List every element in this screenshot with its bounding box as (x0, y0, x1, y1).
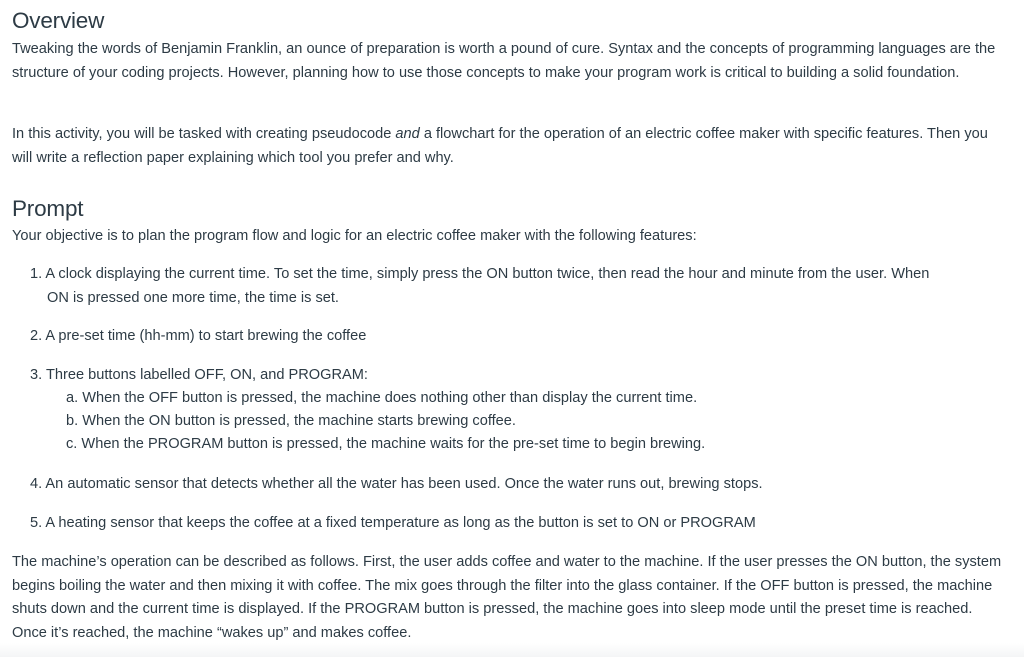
feature-number: 3. (30, 367, 43, 383)
sub-item-letter: a. (66, 390, 79, 406)
sub-item-letter: b. (66, 413, 79, 429)
feature-item-clock (30, 263, 1008, 310)
objective-paragraph: Your objective is to plan the program flow and logic for an electric coffee maker with the following features: (12, 228, 697, 244)
feature-text: A clock displaying the current time. To set the time, simply press the ON button twice, then read the hour and minute from the user. When (45, 266, 930, 282)
overview-heading: Overview (12, 8, 105, 33)
feature-number: 2. (30, 328, 43, 344)
feature-text: A pre-set time (hh-mm) to start brewing the coffee (45, 328, 367, 344)
operation-paragraph: The machine’s operation can be described as follows. First, the user adds coffee and water to the machine. If the user presses the ON button, the system begins boiling the water and then mixing it with coffee. The mix goes through the filter into the glass container. If the OFF button is pressed, the machine shuts down and the current time is displayed. If the PROGRAM button is pressed, the machine goes into sleep mode until the preset time is reached. Once it’s reached, the machine “wakes up” and makes coffee. (12, 554, 1002, 641)
sub-item-off-button (66, 387, 1008, 411)
sub-item-text: When the ON button is pressed, the machine starts brewing coffee. (82, 413, 516, 429)
feature-text: An automatic sensor that detects whether all the water has been used. Once the water runs out, brewing stops. (45, 476, 763, 492)
feature-text: Three buttons labelled OFF, ON, and PROGRAM: (45, 367, 368, 383)
feature-item-preset-time (30, 325, 1008, 349)
feature-item-water-sensor (30, 473, 1008, 497)
sub-item-on-button (66, 410, 1008, 434)
activity-text-end: a flowchart for the operation of an electric coffee maker with specific features. Then you will write a reflection paper explaining which tool you prefer and why. (12, 126, 988, 166)
activity-emphasis: and (395, 126, 420, 142)
feature-number: 1. (30, 266, 43, 282)
prompt-heading: Prompt (12, 196, 84, 221)
sub-item-letter: c. (66, 436, 78, 452)
feature-number: 4. (30, 476, 43, 492)
sub-item-text: When the PROGRAM button is pressed, the machine waits for the pre-set time to begin brewing. (81, 436, 706, 452)
overview-intro-paragraph: Tweaking the words of Benjamin Franklin, an ounce of preparation is worth a pound of cure. Syntax and the concepts of programming languages are the structure of your coding projects. However, planning how to use those concepts to make your program work is critical to building a solid foundation. (12, 41, 996, 81)
feature-item-buttons (30, 364, 1008, 388)
feature-item-heating-sensor (30, 512, 1008, 536)
bottom-fade (0, 643, 1024, 657)
activity-paragraph (12, 123, 1008, 170)
sub-item-text: When the OFF button is pressed, the machine does nothing other than display the current time. (82, 390, 698, 406)
activity-text-start: In this activity, you will be tasked with creating pseudocode (12, 126, 396, 142)
feature-text: A heating sensor that keeps the coffee at a fixed temperature as long as the button is set to ON or PROGRAM (45, 515, 756, 531)
feature-text-continued: ON is pressed one more time, the time is set. (47, 289, 339, 306)
feature-number: 5. (30, 515, 43, 531)
sub-item-program-button (66, 433, 1008, 457)
